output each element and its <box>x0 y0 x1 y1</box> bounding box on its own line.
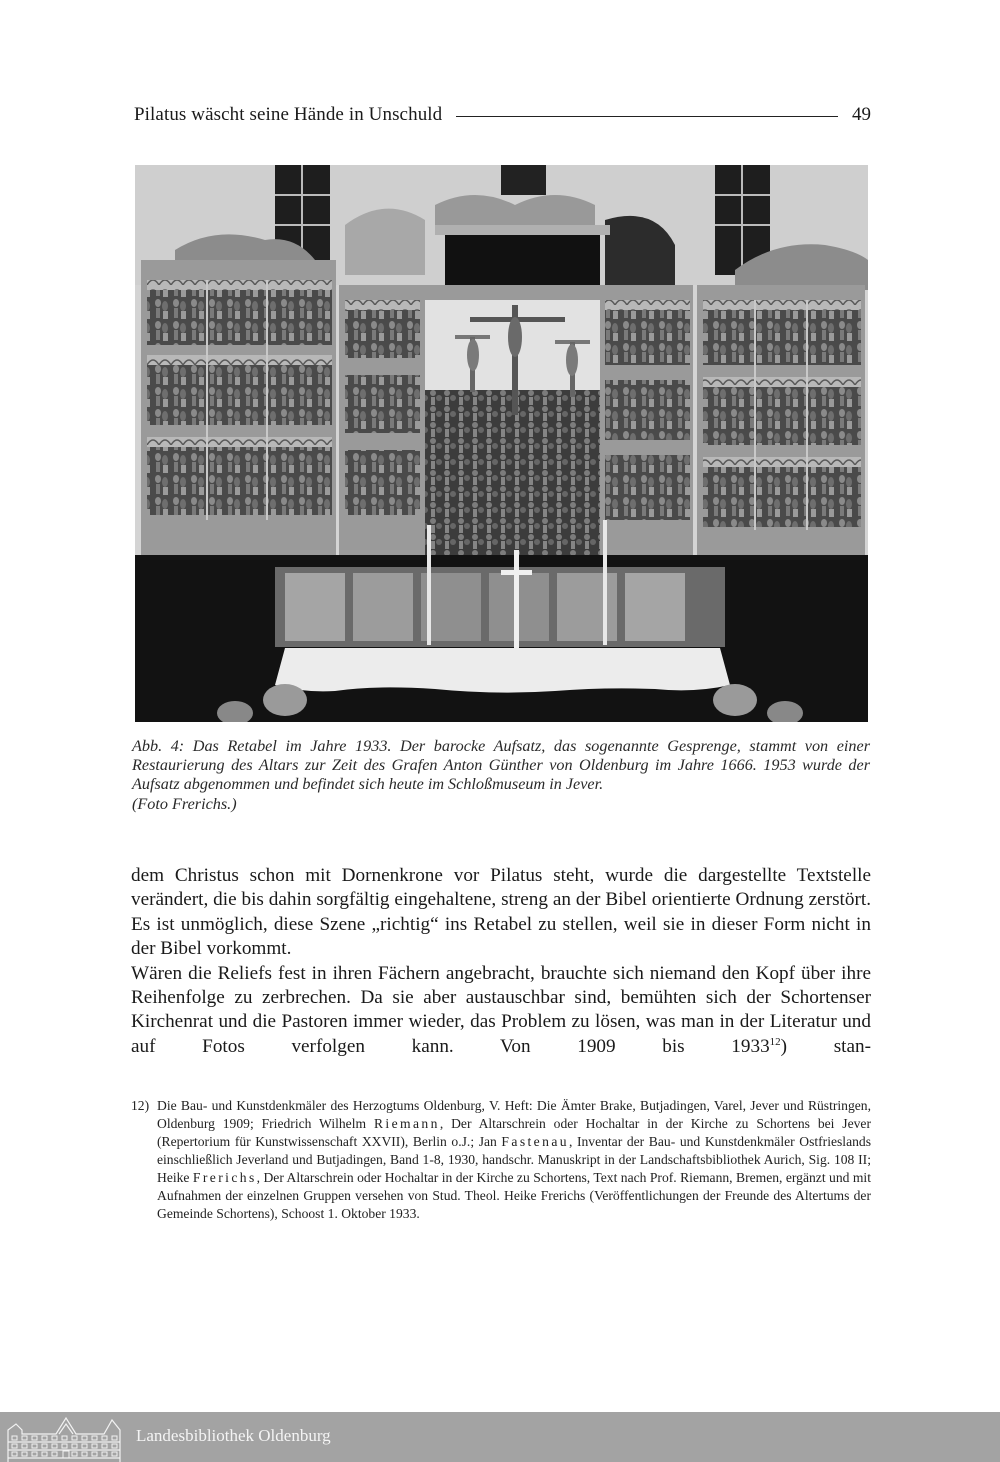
footnote-reference[interactable]: 12 <box>769 1035 781 1048</box>
footnote-author: Frerichs <box>192 1170 257 1185</box>
paragraph: dem Christus schon mit Dornenkrone vor Pilatus steht, wurde die dargestellte Textstelle verändert, die bis dahin sorgfältig eingehaltene, streng an der Bibel orientierte Ordnung zerstört. Es ist unmöglich, diese Szene „richtig“ ins Retabel zu stellen, weil sie in dieser Form nicht in der Bibel vorkommt. <box>131 865 871 960</box>
altarpiece-photo <box>135 165 868 722</box>
library-footer-bar <box>0 1412 1000 1462</box>
body-text <box>131 864 871 1059</box>
running-header <box>134 101 874 129</box>
paragraph-text: ) stan- <box>780 1035 872 1057</box>
footnote-author: Fastenau <box>501 1134 569 1149</box>
caption-line: Abb. 4: Das Retabel im Jahre 1933. Der barocke Aufsatz, das sogenannte Gesprenge, stammt von <box>132 737 829 755</box>
footnote-author: Riemann <box>373 1116 440 1131</box>
caption-line: (Foto Frerichs.) <box>132 794 237 813</box>
footnote-segment: , Inventar der Bau- und Kunstdenkmäler Ostfrieslands einschließlich Jeverland und Butjadingen, Band 1-8, 1930, handschr. Manuskript in der Landschaftsbibliothek Aurich, Sig. 108 II; Heike <box>157 1134 871 1185</box>
footnote-text <box>157 1097 871 1223</box>
library-building-icon <box>4 1412 128 1462</box>
caption-line: einer Restaurierung des Altars zur Zeit des Grafen Anton Günther von Oldenburg im Jahre <box>132 737 870 775</box>
paragraph <box>131 962 871 1060</box>
header-rule <box>456 116 838 117</box>
running-title: Pilatus wäscht seine Hände in Unschuld <box>134 104 443 125</box>
footnote-segment: Die Bau- und Kunstdenkmäler des Herzogtums Oldenburg, V. Heft: Die Ämter Brake, Butjadingen, Varel, Jever und Rüstringen, Oldenburg 1909; Friedrich Wilhelm <box>157 1098 871 1131</box>
footnote-number: 12) <box>131 1098 150 1113</box>
footnote-segment: , Der Altarschrein oder Hochaltar in der Kirche zu Schortens, Text nach Prof. Riemann, Bremen, ergänzt und mit Aufnahmen der einzelnen Gruppen versehen von Stud. Theol. Heike Frerichs (Veröffentlichungen der Freunde des Altertums der Gemeinde Schortens), Schoost 1. Oktober 1933. <box>157 1170 871 1221</box>
footnote-segment: , Der Altarschrein oder Hochaltar in der Kirche zu Schortens bei Jever (Repertorium für Kunstwissenschaft XXVII), Berlin o.J.; Jan <box>157 1116 871 1149</box>
caption-line: 1666. 1953 wurde der Aufsatz abgenommen und befindet sich heute im Schloßmuseum in Jever. <box>132 756 871 794</box>
library-name: Landesbibliothek Oldenburg <box>136 1426 331 1445</box>
figure-caption <box>132 737 870 814</box>
paragraph-text: Wären die Reliefs fest in ihren Fächern angebracht, brauchte sich niemand den Kopf über ihre Reihenfolge zu zerbrechen. Da sie aber austauschbar sind, bemühten sich der Schortenser Kirchenrat und die Pastoren immer wieder, das Problem zu lösen, was man in der Literatur und auf Fotos verfolgen kann. Von 1909 bis 1933 <box>131 962 871 1057</box>
page-number: 49 <box>852 104 871 125</box>
footnote <box>131 1097 871 1223</box>
